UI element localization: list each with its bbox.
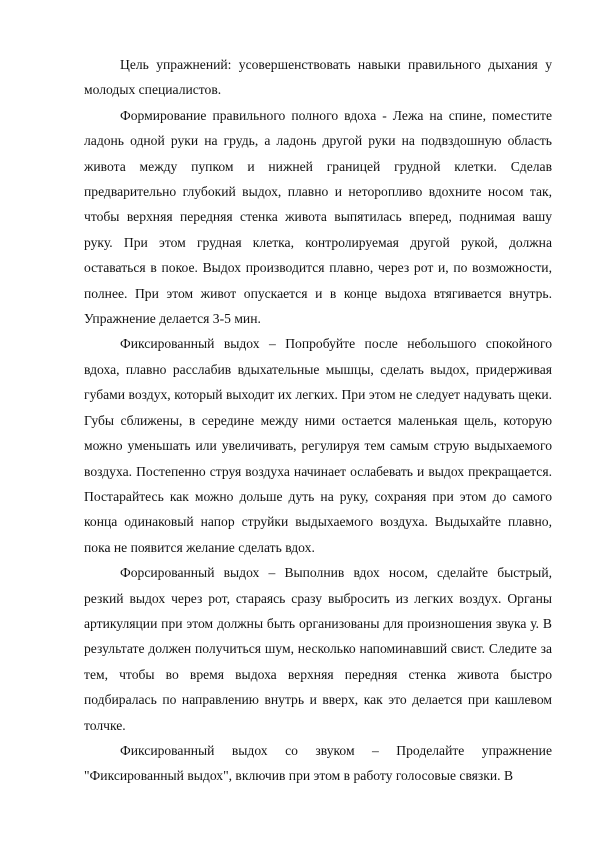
paragraph-fixed-exhale: Фиксированный выдох – Попробуйте после небольшого спокойного вдоха, плавно расслабив вдыхательные мышцы, сделать выдох, придерживая губами воздух, который выходит их легких. При этом не следует надувать щеки. Губы сближены, в середине между ними остается маленькая щель, которую можно уменьшать или увеличивать, регулируя тем самым струю выдыхаемого воздуха. Постепенно струя воздуха начинает ослабевать и выдох прекращается. Постарайтесь как можно дольше дуть на руку, сохраняя при этом до самого конца одинаковый напор струйки выдыхаемого воздуха. Выдыхайте плавно, пока не появится желание сделать вдох. — [84, 336, 552, 555]
paragraph-fixed-exhale-sound: Фиксированный выдох со звуком – Проделайте упражнение "Фиксированный выдох", включив при этом в работу голосовые связки. В — [84, 742, 552, 784]
paragraph-forced-exhale: Форсированный выдох – Выполнив вдох носом, сделайте быстрый, резкий выдох через рот, стараясь сразу выбросить из легких воздух. Органы артикуляции при этом должны быть организованы для произношения звука у. В результате должен получиться шум, несколько напоминавший свист. Следите за тем, чтобы во время выдоха верхняя передняя стенка живота быстро подбиралась по направлению внутрь и вверх, как это делается при кашлевом толчке. — [84, 565, 552, 733]
paragraph-goal: Цель упражнений: усовершенствовать навыки правильного дыхания у молодых специалистов. — [84, 57, 552, 98]
document-body — [84, 52, 552, 789]
paragraph-full-inhale: Формирование правильного полного вдоха - Лежа на спине, поместите ладонь одной руки на грудь, а ладонь другой руки на подвздошную область живота между пупком и нижней границей грудной клетки. Сделав предварительно глубокий выдох, плавно и неторопливо вдохните носом так, чтобы верхняя передняя стенка живота выпятилась вперед, поднимая вашу руку. При этом грудная клетка, контролируемая другой рукой, должна оставаться в покое. Выдох производится плавно, через рот и, по возможности, полнее. При этом живот опускается и в конце выдоха втягивается внутрь. Упражнение делается 3-5 мин. — [84, 107, 552, 327]
